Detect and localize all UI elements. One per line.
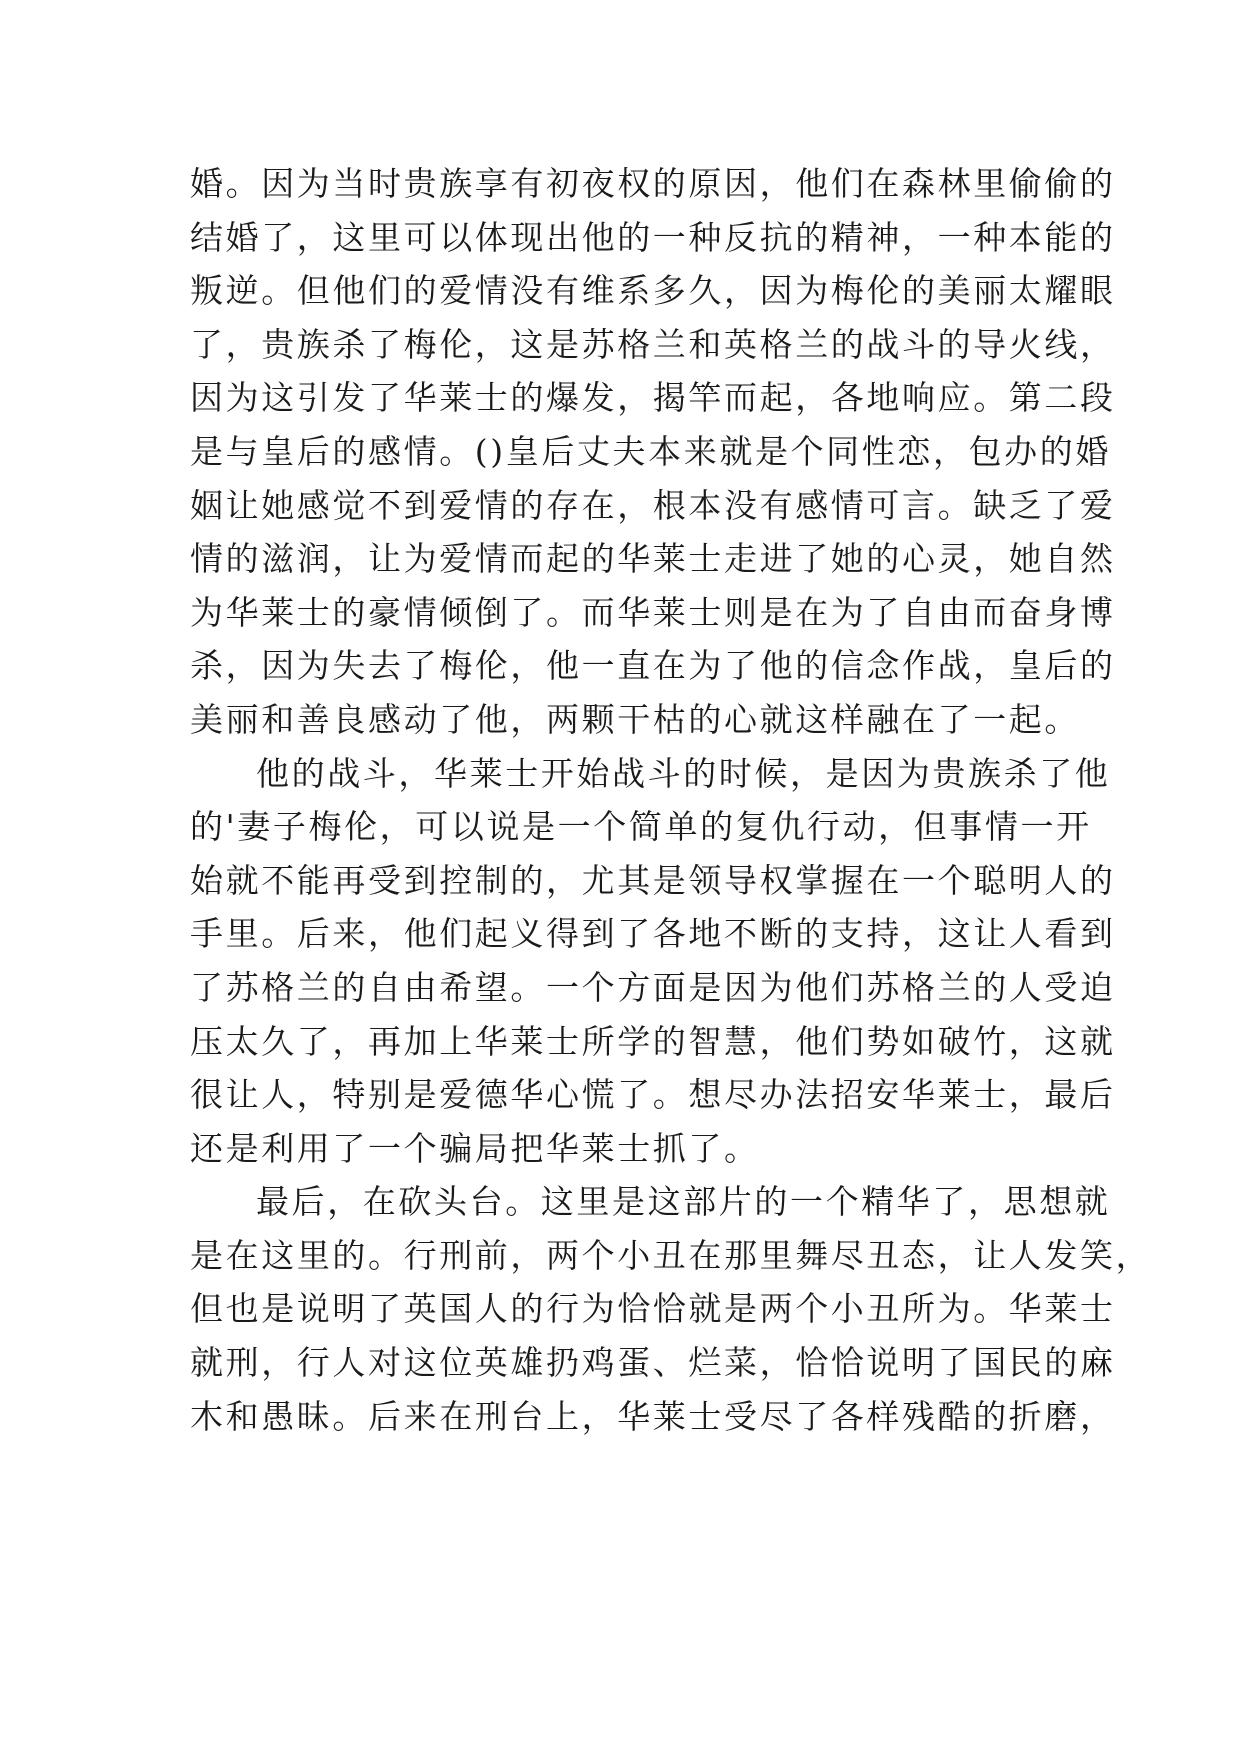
- text-line: 婚。因为当时贵族享有初夜权的原因，他们在森林里偷偷的: [190, 164, 1116, 203]
- text-line: 很让人，特别是爱德华心慌了。想尽办法招安华莱士，最后: [190, 1075, 1116, 1115]
- text-line: 姻让她感觉不到爱情的存在，根本没有感情可言。缺乏了爱: [190, 485, 1116, 525]
- text-line: 杀，因为失去了梅伦，他一直在为了他的信念作战，皇后的: [190, 646, 1116, 686]
- document-body-text: [190, 157, 1152, 1443]
- text-line: 的'妻子梅伦，可以说是一个简单的复仇行动，但事情一开: [190, 807, 1092, 847]
- text-line: 为华莱士的豪情倾倒了。而华莱士则是在为了自由而奋身博: [190, 592, 1116, 632]
- text-line: 是与皇后的感情。()皇后丈夫本来就是个同性恋，包办的婚: [190, 431, 1111, 471]
- text-line: 始就不能再受到控制的，尤其是领导权掌握在一个聪明人的: [190, 860, 1116, 900]
- text-line: 最后，在砍头台。这里是这部片的一个精华了，思想就: [256, 1182, 1111, 1222]
- text-line: 木和愚昧。后来在刑台上，华莱士受尽了各样残酷的折磨，: [190, 1396, 1116, 1436]
- text-line: 美丽和善良感动了他，两颗干枯的心就这样融在了一起。: [190, 699, 1080, 739]
- text-line: 了，贵族杀了梅伦，这是苏格兰和英格兰的战斗的导火线，: [190, 324, 1116, 364]
- text-line: 他的战斗，华莱士开始战斗的时候，是因为贵族杀了他: [256, 753, 1111, 793]
- text-line: 叛逆。但他们的爱情没有维系多久，因为梅伦的美丽太耀眼: [190, 271, 1116, 311]
- text-line: 压太久了，再加上华莱士所学的智慧，他们势如破竹，这就: [190, 1021, 1116, 1061]
- text-line: 结婚了，这里可以体现出他的一种反抗的精神，一种本能的: [190, 217, 1116, 257]
- text-line: 还是利用了一个骗局把华莱士抓了。: [190, 1128, 760, 1168]
- text-line: 是在这里的。行刑前，两个小丑在那里舞尽丑态，让人发笑，: [190, 1235, 1152, 1275]
- text-line: 但也是说明了英国人的行为恰恰就是两个小丑所为。华莱士: [190, 1289, 1116, 1329]
- text-line: 情的滋润，让为爱情而起的华莱士走进了她的心灵，她自然: [190, 539, 1116, 579]
- text-line: 就刑，行人对这位英雄扔鸡蛋、烂菜，恰恰说明了国民的麻: [190, 1343, 1116, 1383]
- text-line: 因为这引发了华莱士的爆发，揭竿而起，各地响应。第二段: [190, 378, 1116, 418]
- text-line: 手里。后来，他们起义得到了各地不断的支持，这让人看到: [190, 914, 1116, 954]
- text-line: 了苏格兰的自由希望。一个方面是因为他们苏格兰的人受迫: [190, 967, 1116, 1007]
